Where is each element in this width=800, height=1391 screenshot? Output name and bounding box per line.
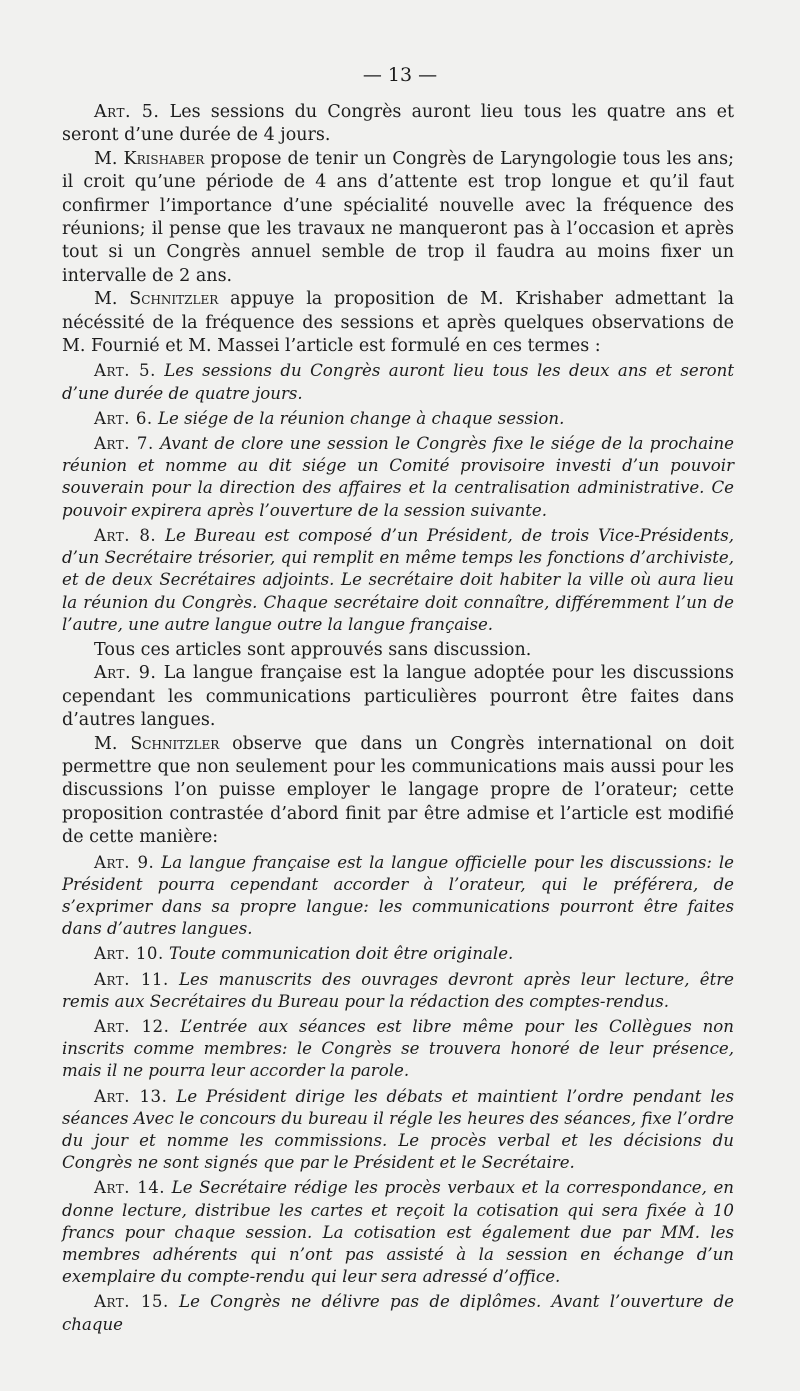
article-paragraph — [62, 433, 734, 522]
paragraph-text: appuye la proposition de M. Krishaber admettant la nécéssité de la fréquence des sessions et après quelques observations de M. Fournié et M. Massei l’article est formulé en ces termes : — [62, 289, 734, 357]
article-paragraph — [62, 1016, 734, 1083]
article-number: Art. 8. — [94, 525, 157, 545]
article-number: Art. 9. — [94, 852, 155, 872]
paragraph-text: Le siége de la réunion change à chaque session. — [152, 408, 565, 428]
article-number: Art. 11. — [94, 969, 169, 989]
paragraph — [62, 148, 734, 288]
speaker-name: M. Schnitzler — [94, 733, 220, 754]
speaker-name: M. Schnitzler — [94, 289, 219, 310]
paragraph-text: Toute communication doit être originale. — [163, 944, 514, 964]
article-paragraph — [62, 1291, 734, 1335]
article-number: Art. 15. — [94, 1292, 169, 1312]
article-number: Art. 13. — [94, 1086, 168, 1106]
paragraph-text: Tous ces articles sont approuvés sans discussion. — [94, 639, 532, 660]
paragraph-text: Les sessions du Congrès auront lieu tous les quatre ans et seront d’une durée de 4 jours. — [62, 102, 734, 146]
article-number: Art. 9. — [94, 663, 157, 684]
article-number: Art. 6. — [94, 408, 153, 428]
article-paragraph — [62, 1086, 734, 1175]
paragraph — [62, 288, 734, 358]
article-paragraph — [62, 101, 734, 148]
article-paragraph — [62, 852, 734, 941]
paragraph-text: observe que dans un Congrès international on doit permettre que non seulement pour les communications mais aussi pour les discussions l’on puisse employer le langage propre de l’orateur; cette proposition contrastée d’abord finit par être admise et l’article est modifié de cette manière: — [62, 733, 735, 848]
paragraph-text: La langue française est la langue officielle pour les discussions: le Président pourra cependant accorder à l’orateur, qui le préférera, de s’exprimer dans sa propre langue: les communications pourront être faites dans d’autres langues. — [62, 852, 734, 939]
paragraph-text: Les manuscrits des ouvrages devront après leur lecture, être remis aux Secrétaires du Bureau pour la rédaction des comptes-rendus. — [62, 969, 734, 1011]
article-paragraph — [62, 662, 734, 732]
article-number: Art. 10. — [94, 944, 164, 964]
article-paragraph — [62, 1177, 734, 1288]
paragraph-text: Le Secrétaire rédige les procès verbaux et la correspondance, en donne lecture, distribue les cartes et reçoit la cotisation qui sera fixée à 10 francs pour chaque session. La cotisation est également due par MM. les membres adhérents qui n’ont pas assisté à la session en échange d’un exemplaire du compte-rendu qui leur sera adressé d’office. — [62, 1178, 734, 1287]
paragraph-text: Avant de clore une session le Congrès fixe le siége de la prochaine réunion et nomme au dit siége un Comité provisoire investi d’un pouvoir souverain pour la direction des affaires et la centralisation administrative. Ce pouvoir expirera après l’ouverture de la session suivante. — [62, 434, 734, 520]
article-paragraph — [62, 360, 734, 404]
paragraph-text: Le Président dirige les débats et maintient l’ordre pendant les séances Avec le concours du bureau il régle les heures des séances, fixe l’ordre du jour et nomme les commissions. Le procès verbal et les décisions du Congrès ne sont signés que par le Président et le Secrétaire. — [62, 1086, 734, 1173]
paragraph-text: Les sessions du Congrès auront lieu tous les deux ans et seront d’une durée de quatre jours. — [62, 361, 734, 403]
body-text — [62, 101, 734, 1339]
paragraph — [62, 733, 734, 850]
paragraph-text: La langue française est la langue adoptée pour les discussions cependant les communications particulières pourront être faites dans d’autres langues. — [62, 663, 735, 731]
article-number: Art. 5. — [94, 361, 156, 381]
article-paragraph — [62, 969, 734, 1013]
article-number: Art. 12. — [94, 1016, 170, 1036]
article-paragraph — [62, 525, 734, 636]
paragraph-text: L’entrée aux séances est libre même pour les Collègues non inscrits comme membres: le Congrès se trouvera honoré de leur présence, mais il ne pourra leur accorder la parole. — [62, 1016, 734, 1081]
paragraph — [62, 639, 734, 662]
article-paragraph — [62, 943, 734, 965]
article-number: Art. 14. — [94, 1178, 166, 1198]
paragraph-text: propose de tenir un Congrès de Laryngologie tous les ans; il croit qu’une période de 4 ans d’attente est trop longue et qu’il faut confirmer l’importance d’une spécialité nouvelle avec la fréquence des réunions; il pense que les travaux ne manqueront pas à l’occasion et après tout si un Congrès annuel semble de trop il faudra au moins fixer un intervalle de 2 ans. — [62, 148, 735, 286]
article-paragraph — [62, 408, 734, 430]
paragraph-text: Le Congrès ne délivre pas de diplômes. Avant l’ouverture de chaque — [62, 1292, 734, 1334]
paragraph-text: Le Bureau est composé d’un Président, de trois Vice-Présidents, d’un Secrétaire trésorier, qui remplit en même temps les fonctions d’archiviste, et de deux Secrétaires adjoints. Le secrétaire doit habiter la ville où aura lieu la réunion du Congrès. Chaque secrétaire doit connaître, différemment l’un de l’autre, une autre langue outre la langue française. — [62, 525, 735, 634]
speaker-name: M. Krishaber — [94, 148, 205, 169]
page-number: — 13 — — [362, 64, 438, 86]
article-number: Art. 5. — [94, 102, 160, 122]
article-number: Art. 7. — [94, 434, 154, 454]
